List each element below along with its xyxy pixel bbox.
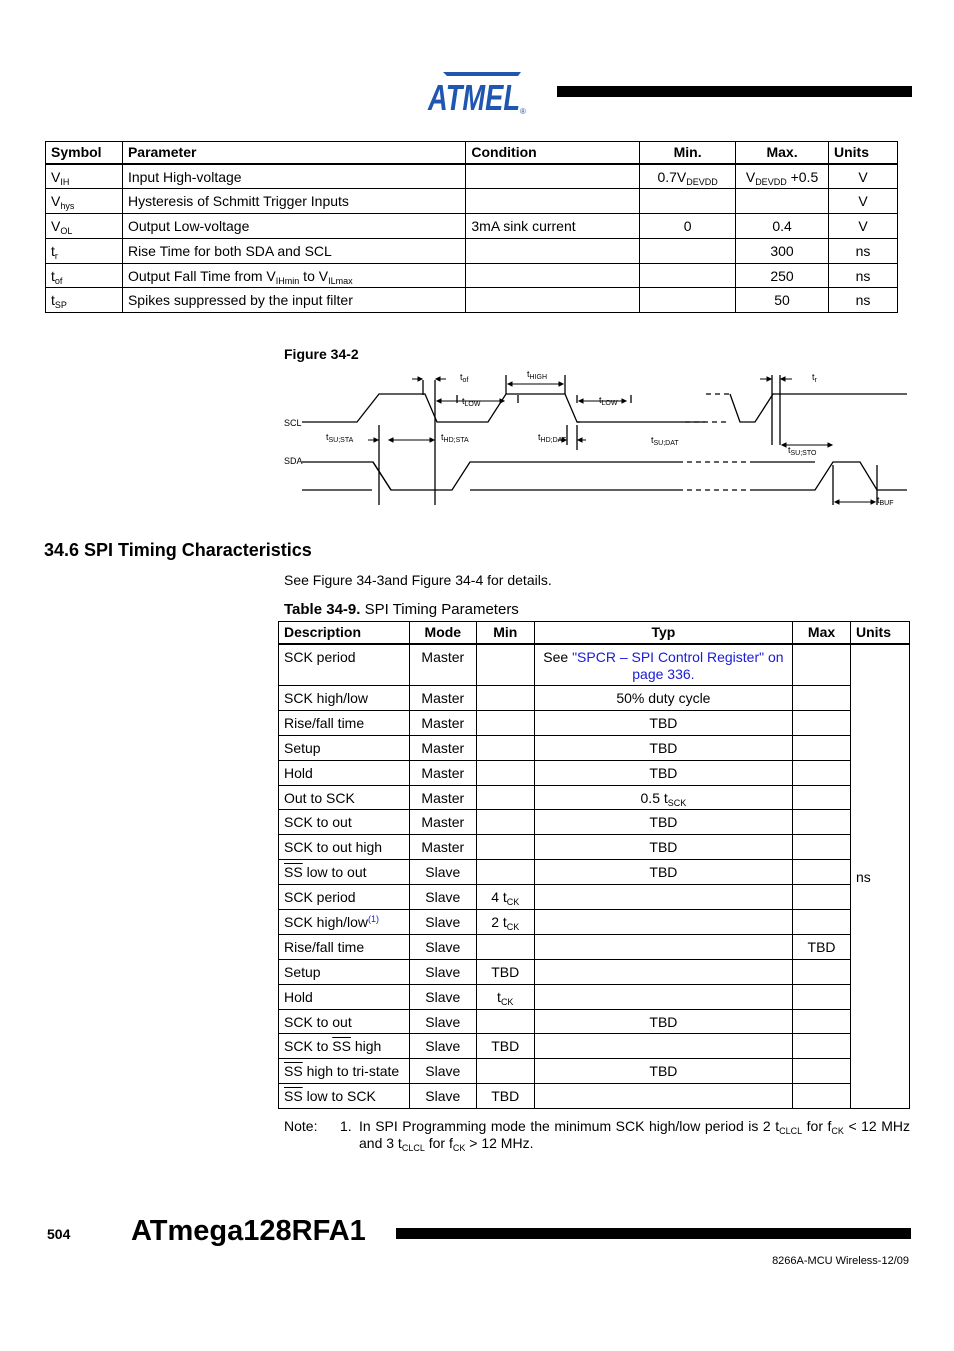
- cell-description: SCK to out: [279, 1009, 410, 1034]
- cell-min: TBD: [476, 1034, 534, 1059]
- cell-max: [793, 1084, 851, 1109]
- table-row: [279, 710, 910, 735]
- cell-typ: TBD: [534, 1009, 792, 1034]
- cell-min: 2 $t_{CK}$: [476, 910, 534, 935]
- cell-condition: [466, 263, 640, 288]
- document-title: ATmega128RFA1: [131, 1215, 366, 1247]
- cell-typ: TBD: [534, 760, 792, 785]
- header-parameter: Parameter: [122, 142, 465, 165]
- cell-max: [793, 686, 851, 711]
- svg-text:tSU;STO: $t_{SU;STO}$: [788, 445, 817, 457]
- cell-typ: [534, 1084, 792, 1109]
- svg-text:tr: $t_r$: [812, 372, 817, 384]
- cell-max: 50: [736, 288, 829, 313]
- footer-bar: [396, 1228, 911, 1239]
- twsi-timing-diagram: [280, 365, 910, 510]
- note-label: Note:: [284, 1118, 318, 1134]
- header-min: Min: [476, 622, 534, 645]
- cell-typ: [534, 959, 792, 984]
- cell-min: [640, 263, 736, 288]
- table-row: [279, 785, 910, 810]
- header-max: Max: [793, 622, 851, 645]
- cell-mode: Slave: [409, 910, 476, 935]
- figure-caption: Figure 34-2: [284, 346, 359, 362]
- cell-description: SCK period: [279, 644, 410, 686]
- table-row: [279, 959, 910, 984]
- cell-description: SCK high/low$^{(1)}$: [279, 910, 410, 935]
- cell-description: SCK to out high: [279, 835, 410, 860]
- cell-mode: Slave: [409, 959, 476, 984]
- svg-text:tLOW: $t_{LOW}$: [462, 396, 481, 408]
- cell-mode: Slave: [409, 1084, 476, 1109]
- cell-min: [476, 686, 534, 711]
- cell-typ: TBD: [534, 835, 792, 860]
- cell-mode: Master: [409, 686, 476, 711]
- cell-max: 300: [736, 238, 829, 263]
- cell-min: [476, 710, 534, 735]
- cell-min: 4 $t_{CK}$: [476, 885, 534, 910]
- cell-mode: Slave: [409, 1034, 476, 1059]
- cell-mode: Master: [409, 644, 476, 686]
- cell-condition: [466, 238, 640, 263]
- cell-max: [793, 710, 851, 735]
- table-row: [279, 686, 910, 711]
- cell-parameter: Hysteresis of Schmitt Trigger Inputs: [122, 189, 465, 214]
- table-row: [46, 189, 898, 214]
- cell-min: [476, 644, 534, 686]
- cell-min: [476, 760, 534, 785]
- cell-min: [476, 735, 534, 760]
- cell-min: [640, 288, 736, 313]
- table-row: [279, 1009, 910, 1034]
- cell-typ: 50% duty cycle: [534, 686, 792, 711]
- header-units: Units: [829, 142, 898, 165]
- table-note: [284, 1118, 910, 1152]
- header-typ: Typ: [534, 622, 792, 645]
- cell-typ: TBD: [534, 1059, 792, 1084]
- header-mode: Mode: [409, 622, 476, 645]
- table-header-row: [46, 142, 898, 165]
- table-caption: Table 34-9. SPI Timing Parameters: [284, 601, 519, 618]
- cell-min: $t_{CK}$: [476, 984, 534, 1009]
- cell-min: [476, 810, 534, 835]
- svg-text:tLOW: $t_{LOW}$: [599, 395, 618, 407]
- cell-min: [476, 1059, 534, 1084]
- document-reference: 8266A-MCU Wireless-12/09: [772, 1255, 909, 1267]
- cell-description: SCK high/low: [279, 686, 410, 711]
- cell-description: $\overline{SS}$ low to SCK: [279, 1084, 410, 1109]
- cell-max: [793, 959, 851, 984]
- cell-symbol: $t_{SP}$: [46, 288, 123, 313]
- cell-typ: TBD: [534, 860, 792, 885]
- table-row: [46, 288, 898, 313]
- cell-typ: See "SPCR – SPI Control Register" on page 336.: [534, 644, 792, 686]
- header-max: Max.: [736, 142, 829, 165]
- cell-mode: Master: [409, 785, 476, 810]
- cell-max: [736, 189, 829, 214]
- cell-min: [476, 785, 534, 810]
- table-row: [279, 735, 910, 760]
- cell-min: [476, 1009, 534, 1034]
- svg-text:tHD;STA: $t_{HD;STA}$: [441, 432, 469, 444]
- cell-max: [793, 1059, 851, 1084]
- header-description: Description: [279, 622, 410, 645]
- svg-text:ATMEL: ATMEL: [427, 77, 520, 116]
- cell-parameter: Rise Time for both SDA and SCL: [122, 238, 465, 263]
- cell-mode: Slave: [409, 1009, 476, 1034]
- cell-typ: TBD: [534, 735, 792, 760]
- cell-units: ns: [829, 238, 898, 263]
- table-row: [46, 263, 898, 288]
- svg-text:®: ®: [520, 107, 526, 116]
- cell-typ: [534, 885, 792, 910]
- see-figures-text: See Figure 34-3and Figure 34-4 for details.: [284, 572, 552, 588]
- cell-mode: Master: [409, 760, 476, 785]
- cell-description: Rise/fall time: [279, 934, 410, 959]
- table-row: [279, 910, 910, 935]
- cell-typ: TBD: [534, 710, 792, 735]
- cell-units: V: [829, 214, 898, 239]
- cell-max: [793, 1034, 851, 1059]
- cell-mode: Master: [409, 710, 476, 735]
- header-bar: [557, 86, 912, 97]
- cell-max: [793, 835, 851, 860]
- cell-description: SCK to out: [279, 810, 410, 835]
- table-row: [279, 934, 910, 959]
- cell-condition: [466, 164, 640, 189]
- cell-max: 0.4: [736, 214, 829, 239]
- cell-units: ns: [851, 644, 910, 1109]
- cell-min: [640, 238, 736, 263]
- cell-mode: Master: [409, 810, 476, 835]
- cell-max: [793, 810, 851, 835]
- header-symbol: Symbol: [46, 142, 123, 165]
- cell-condition: [466, 288, 640, 313]
- header-min: Min.: [640, 142, 736, 165]
- cell-min: [476, 860, 534, 885]
- svg-text:tof: $t_{of}$: [460, 372, 469, 384]
- page-number: 504: [47, 1226, 71, 1242]
- cell-description: SCK period: [279, 885, 410, 910]
- cell-max: TBD: [793, 934, 851, 959]
- cell-min: [476, 835, 534, 860]
- sda-label: SDA: [284, 456, 303, 466]
- cell-max: [793, 785, 851, 810]
- table-row: [279, 984, 910, 1009]
- cell-symbol: $t_{of}$: [46, 263, 123, 288]
- cell-max: $V_{DEVDD} +0.5$: [736, 164, 829, 189]
- cell-mode: Slave: [409, 984, 476, 1009]
- cell-min: 0: [640, 214, 736, 239]
- note-number: 1.: [340, 1118, 352, 1134]
- cell-typ: TBD: [534, 810, 792, 835]
- cell-description: Setup: [279, 959, 410, 984]
- cell-max: [793, 1009, 851, 1034]
- table-row: [279, 885, 910, 910]
- svg-text:tHIGH: $t_{HIGH}$: [527, 369, 548, 381]
- cell-description: Setup: [279, 735, 410, 760]
- cell-condition: [466, 189, 640, 214]
- cell-typ: [534, 1034, 792, 1059]
- cell-description: Hold: [279, 760, 410, 785]
- cell-mode: Master: [409, 835, 476, 860]
- cell-description: $\overline{SS}$ high to tri-state: [279, 1059, 410, 1084]
- cell-min: [640, 189, 736, 214]
- cell-symbol: $V_{OL}$: [46, 214, 123, 239]
- cell-typ: 0.5 $t_{SCK}$: [534, 785, 792, 810]
- cell-units: V: [829, 189, 898, 214]
- atmel-logo: [425, 68, 531, 116]
- cell-max: [793, 735, 851, 760]
- cell-typ: [534, 934, 792, 959]
- cell-description: Out to SCK: [279, 785, 410, 810]
- cell-max: [793, 644, 851, 686]
- table-row: [279, 1084, 910, 1109]
- table-row: [279, 644, 910, 686]
- svg-text:tSU;DAT: $t_{SU;DAT}$: [651, 435, 679, 447]
- cell-parameter: Output Low-voltage: [122, 214, 465, 239]
- note-text: In SPI Programming mode the minimum SCK high/low period is 2 $t_{CLCL}$ for $f_{CK} < 12$ MHz and 3 $t_{CLCL}$ for $f_{CK} > 12$ MHz.: [359, 1118, 911, 1153]
- svg-text:tSU;STA: $t_{SU;STA}$: [326, 432, 354, 444]
- table-row: [279, 1034, 910, 1059]
- table-header-row: [279, 622, 910, 645]
- cell-min: [476, 934, 534, 959]
- cell-min: TBD: [476, 959, 534, 984]
- cell-description: SCK to $\overline{SS}$ high: [279, 1034, 410, 1059]
- cell-parameter: Output Fall Time from $V_{IHmin}$ to $V_{ILmax}$: [122, 263, 465, 288]
- cell-max: [793, 860, 851, 885]
- table-row: [279, 810, 910, 835]
- cell-description: Hold: [279, 984, 410, 1009]
- scl-label: SCL: [284, 418, 302, 428]
- table-row: [279, 860, 910, 885]
- spi-timing-table: [278, 621, 910, 1109]
- cell-parameter: Input High-voltage: [122, 164, 465, 189]
- cell-parameter: Spikes suppressed by the input filter: [122, 288, 465, 313]
- table-row: [279, 835, 910, 860]
- cell-typ: [534, 910, 792, 935]
- spcr-register-link[interactable]: "SPCR – SPI Control Register" on page 336: [572, 649, 784, 682]
- header-units: Units: [851, 622, 910, 645]
- cell-description: $\overline{SS}$ low to out: [279, 860, 410, 885]
- table-row: [279, 1059, 910, 1084]
- cell-mode: Master: [409, 735, 476, 760]
- section-title: 34.6 SPI Timing Characteristics: [44, 540, 312, 560]
- svg-text:tBUF: $t_{BUF}$: [877, 495, 894, 507]
- cell-min: TBD: [476, 1084, 534, 1109]
- cell-max: 250: [736, 263, 829, 288]
- cell-condition: 3mA sink current: [466, 214, 640, 239]
- cell-mode: Slave: [409, 885, 476, 910]
- cell-mode: Slave: [409, 860, 476, 885]
- cell-symbol: $V_{IH}$: [46, 164, 123, 189]
- cell-mode: Slave: [409, 934, 476, 959]
- cell-max: [793, 984, 851, 1009]
- cell-symbol: $t_r$: [46, 238, 123, 263]
- cell-units: V: [829, 164, 898, 189]
- table-row: [46, 238, 898, 263]
- cell-typ: [534, 984, 792, 1009]
- cell-mode: Slave: [409, 1059, 476, 1084]
- table-row: [46, 164, 898, 189]
- svg-text:tHD;DAT: $t_{HD;DAT}$: [538, 432, 567, 444]
- cell-units: ns: [829, 263, 898, 288]
- cell-max: [793, 910, 851, 935]
- twsi-characteristics-table: [45, 141, 898, 313]
- header-condition: Condition: [466, 142, 640, 165]
- cell-units: ns: [829, 288, 898, 313]
- table-row: [46, 214, 898, 239]
- cell-min: $0.7V_{DEVDD}$: [640, 164, 736, 189]
- cell-max: [793, 760, 851, 785]
- cell-symbol: $V_{hys}$: [46, 189, 123, 214]
- cell-description: Rise/fall time: [279, 710, 410, 735]
- cell-max: [793, 885, 851, 910]
- table-row: [279, 760, 910, 785]
